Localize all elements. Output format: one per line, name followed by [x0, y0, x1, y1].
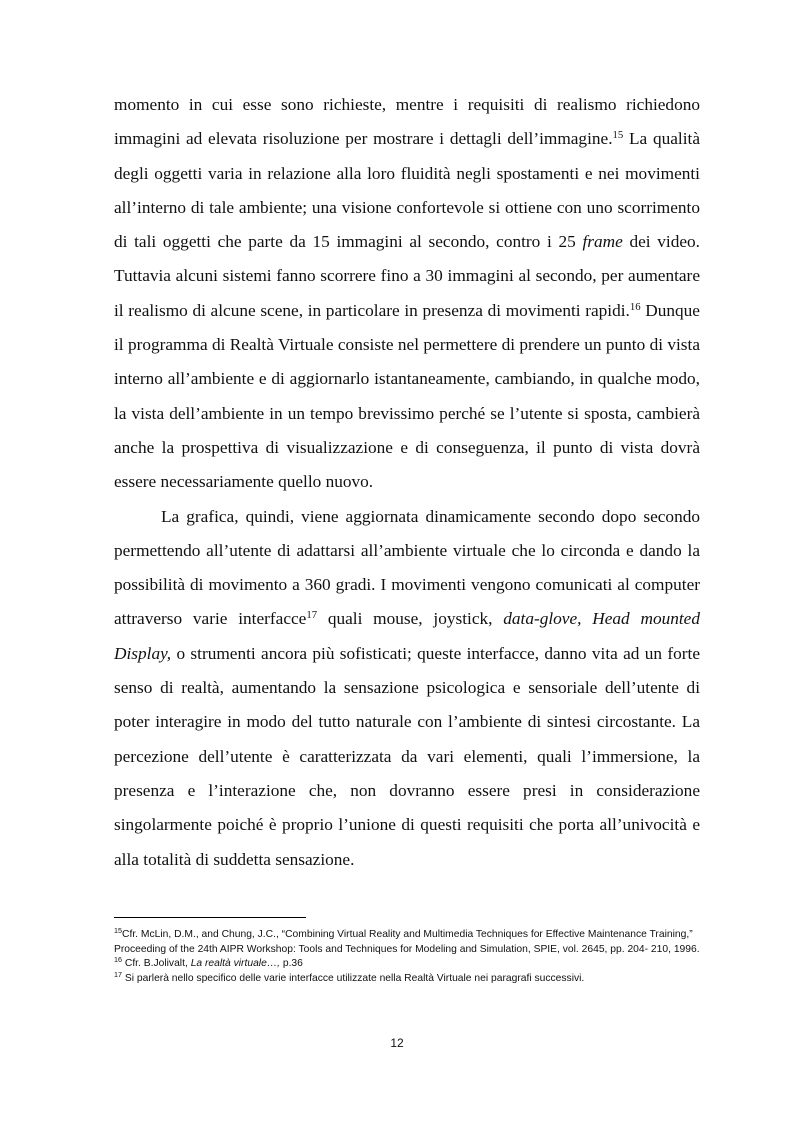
text-run: Dunque il programma di Realtà Virtuale consiste nel permettere di prendere un punto di vista interno all’ambiente e di aggiornarlo istantaneamente, cambiando, in qualche modo, la vista dell’ambiente in un tempo brevissimo perché se l’utente si sposta, cambierà anche la prospettiva di visualizzazione e di conseguenza, il punto di vista dovrà essere necessariamente quello nuovo.: [114, 300, 700, 492]
footnote-reference: 16: [629, 300, 641, 313]
text-run: dei video. Tuttavia alcuni sistemi fanno scorrere fino a 30 immagini al secondo, per aumentare il realismo di alcune scene, in particolare in presenza di movimenti rapidi.: [114, 232, 700, 320]
text-run: La grafica, quindi, viene aggiornata dinamicamente secondo dopo secondo permettendo all’utente di adattarsi all’ambiente virtuale che lo circonda e dando la possibilità di movimento a 360 gradi. I movimenti vengono comunicati al computer attraverso varie interfacce: [114, 506, 700, 629]
text-run: Cfr. McLin, D.M., and Chung, J.C., “Combining Virtual Reality and Multimedia Techniques for Effective Maintenance Training,” Proceeding of the 24th AIPR Workshop: Tools and Techniques for Modeling and Simulation, SPIE, vol. 2645, pp. 204- 210, 1996.: [114, 929, 700, 955]
page-number: 12: [390, 1036, 404, 1050]
footnote: [114, 969, 700, 987]
italic-text: La realtà virtuale…,: [190, 958, 280, 970]
text-run: momento in cui esse sono richieste, mentre i requisiti di realismo richiedono immagini ad elevata risoluzione per mostrare i dettagli dell’immagine.: [114, 95, 700, 149]
italic-text: frame: [582, 232, 623, 252]
text-run: p.36: [279, 958, 303, 970]
text-run: o strumenti ancora più sofisticati; queste interfacce, danno vita ad un forte senso di realtà, aumentando la sensazione psicologica e sensoriale dell’utente di poter interagire in modo del tutto naturale con l’ambiente di sintesi circostante. La percezione dell’utente è caratterizzata da vari elementi, quali l’immersione, la presenza e l’interazione che, non dovranno essere presi in considerazione singolarmente poiché è proprio l’unione di questi requisiti che porta all’univocità e alla totalità di suddetta sensazione.: [114, 643, 700, 869]
footnote-separator: [114, 917, 306, 918]
footnote-reference: 17: [306, 609, 318, 622]
paragraph: [114, 500, 700, 877]
footnote-number: 16: [114, 955, 123, 965]
text-run: Cfr. B.Jolivalt,: [122, 958, 191, 970]
text-run: La qualità degli oggetti varia in relazione alla loro fluidità negli spostamenti e nei movimenti all’interno di tale ambiente; una visione confortevole si ottiene con uno scorrimento di tali oggetti che parte da 15 immagini al secondo, contro i 25: [114, 129, 700, 252]
footnote-number: 17: [114, 969, 123, 979]
paragraph: [114, 88, 700, 500]
footnote-number: 15: [114, 926, 123, 936]
italic-text: data-glove, Head mounted Display,: [114, 609, 700, 663]
footnote-reference: 15: [612, 129, 624, 142]
body-text: [114, 88, 700, 877]
text-run: Si parlerà nello specifico delle varie interfacce utilizzate nella Realtà Virtuale nei paragrafi successivi.: [122, 972, 585, 984]
text-run: quali mouse, joystick,: [317, 609, 504, 629]
footnotes: [114, 928, 700, 986]
footnote: [114, 957, 700, 972]
footnote: [114, 928, 700, 957]
